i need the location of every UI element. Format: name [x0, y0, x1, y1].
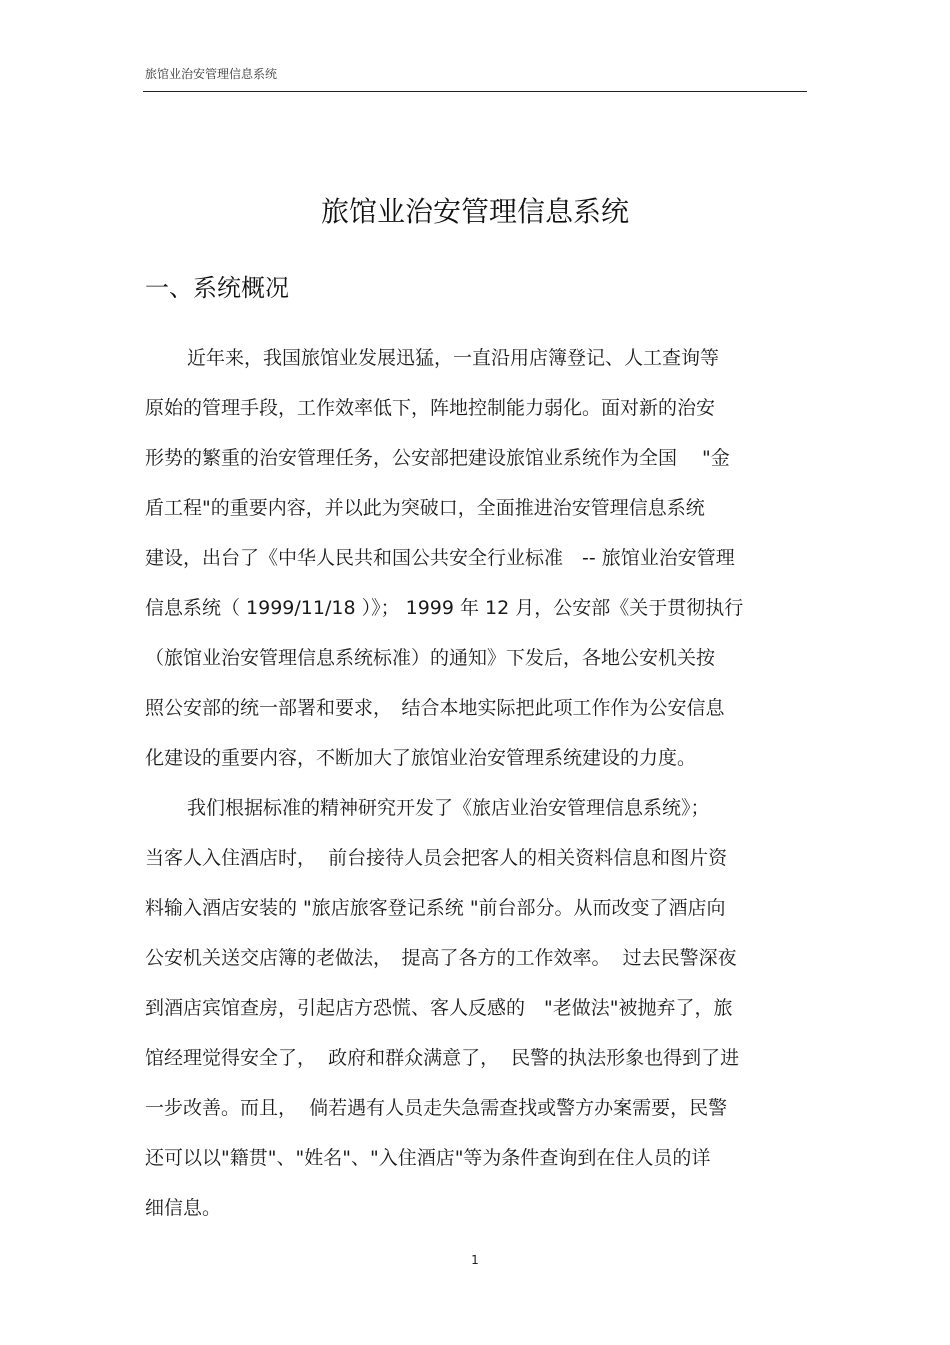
paragraph-line: 原始的管理手段，工作效率低下，阵地控制能力弱化。面对新的治安	[145, 397, 716, 419]
paragraph-line: 还可以以"籍贯"、"姓名"、"入住酒店"等为条件查询到在住人员的详	[145, 1147, 711, 1169]
paragraph-line: 到酒店宾馆查房，引起店方恐慌、客人反感的 "老做法"被抛弃了，旅	[145, 997, 733, 1019]
paragraph-line: 当客人入住酒店时， 前台接待人员会把客人的相关资料信息和图片资	[145, 847, 728, 869]
paragraph-line: 我们根据标准的精神研究开发了《旅店业治安管理信息系统》；	[187, 797, 710, 819]
paragraph-line: 细信息。	[145, 1197, 222, 1219]
paragraph-line: 馆经理觉得安全了， 政府和群众满意了， 民警的执法形象也得到了进	[145, 1047, 740, 1069]
paragraph-line: 信息系统（ 1999/11/18 ）》； 1999 年 12 月，公安部《关于贯彻执行	[145, 597, 744, 619]
running-header: 旅馆业治安管理信息系统	[145, 67, 278, 81]
header-divider	[143, 91, 807, 92]
page-number: 1	[471, 1253, 479, 1267]
paragraph-line: 一步改善。而且， 倘若遇有人员走失急需查找或警方办案需要，民警	[145, 1097, 728, 1119]
paragraph-line: 公安机关送交店簿的老做法， 提高了各方的工作效率。 过去民警深夜	[145, 947, 737, 969]
document-title: 旅馆业治安管理信息系统	[320, 195, 629, 228]
paragraph-line: 近年来，我国旅馆业发展迅猛，一直沿用店簿登记、人工查询等	[187, 347, 720, 369]
paragraph-line: 形势的繁重的治安管理任务，公安部把建设旅馆业系统作为全国 "金	[145, 447, 730, 469]
section-heading: 一、系统概况	[145, 274, 289, 302]
paragraph-line: 料输入酒店安装的 "旅店旅客登记系统 "前台部分。从而改变了酒店向	[145, 897, 726, 919]
paragraph-line: 照公安部的统一部署和要求， 结合本地实际把此项工作作为公安信息	[145, 697, 725, 719]
paragraph-line: 盾工程"的重要内容，并以此为突破口，全面推进治安管理信息系统	[145, 497, 705, 519]
paragraph-line: 建设，出台了《中华人民共和国公共安全行业标准 -- 旅馆业治安管理	[145, 547, 735, 569]
paragraph-line: （旅馆业治安管理信息系统标准）的通知》下发后，各地公安机关按	[145, 647, 716, 669]
paragraph-line: 化建设的重要内容，不断加大了旅馆业治安管理系统建设的力度。	[145, 747, 697, 769]
